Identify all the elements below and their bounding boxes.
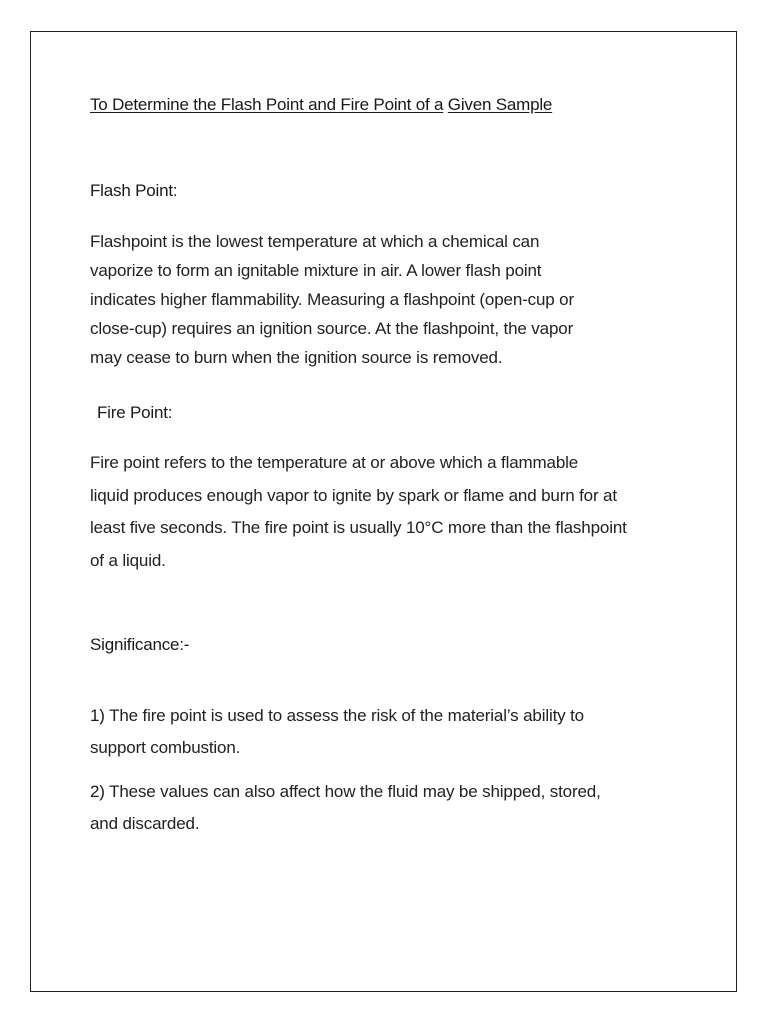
item-number: 2) (90, 782, 105, 801)
significance-heading: Significance:- (90, 635, 190, 654)
flash-point-heading: Flash Point: (90, 181, 178, 200)
text-line: least five seconds. The fire point is usually 10°C more than the flashpoint (90, 518, 627, 537)
flash-point-paragraph (90, 227, 574, 372)
text-line (90, 700, 584, 732)
text-line: indicates higher flammability. Measuring a flashpoint (open-cup or (90, 290, 574, 309)
text-line (90, 776, 601, 808)
significance-item-2 (90, 776, 601, 840)
text-line: Flashpoint is the lowest temperature at which a chemical can (90, 232, 540, 251)
text-line: may cease to burn when the ignition source is removed. (90, 348, 503, 367)
text-line: close-cup) requires an ignition source. At the flashpoint, the vapor (90, 319, 574, 338)
fire-point-heading: Fire Point: (97, 403, 173, 422)
text-line: vaporize to form an ignitable mixture in air. A lower flash point (90, 261, 542, 280)
text-line: liquid produces enough vapor to ignite by spark or flame and burn for at (90, 485, 617, 505)
text-line: support combustion. (90, 738, 241, 757)
item-text: These values can also affect how the fluid may be shipped, stored, (104, 782, 601, 801)
item-text: The fire point is used to assess the risk of the material’s ability to (104, 706, 584, 725)
item-number: 1) (90, 706, 105, 725)
text-line: of a liquid. (90, 550, 166, 570)
text-line: and discarded. (90, 814, 200, 833)
title-text-end: Given Sample (447, 95, 553, 114)
text-line: Fire point refers to the temperature at or above which a flammable (90, 453, 579, 472)
significance-item-1 (90, 700, 584, 764)
document-title (90, 95, 552, 115)
title-text-main: To Determine the Flash Point and Fire Point of a (90, 95, 444, 114)
fire-point-paragraph (90, 447, 627, 577)
